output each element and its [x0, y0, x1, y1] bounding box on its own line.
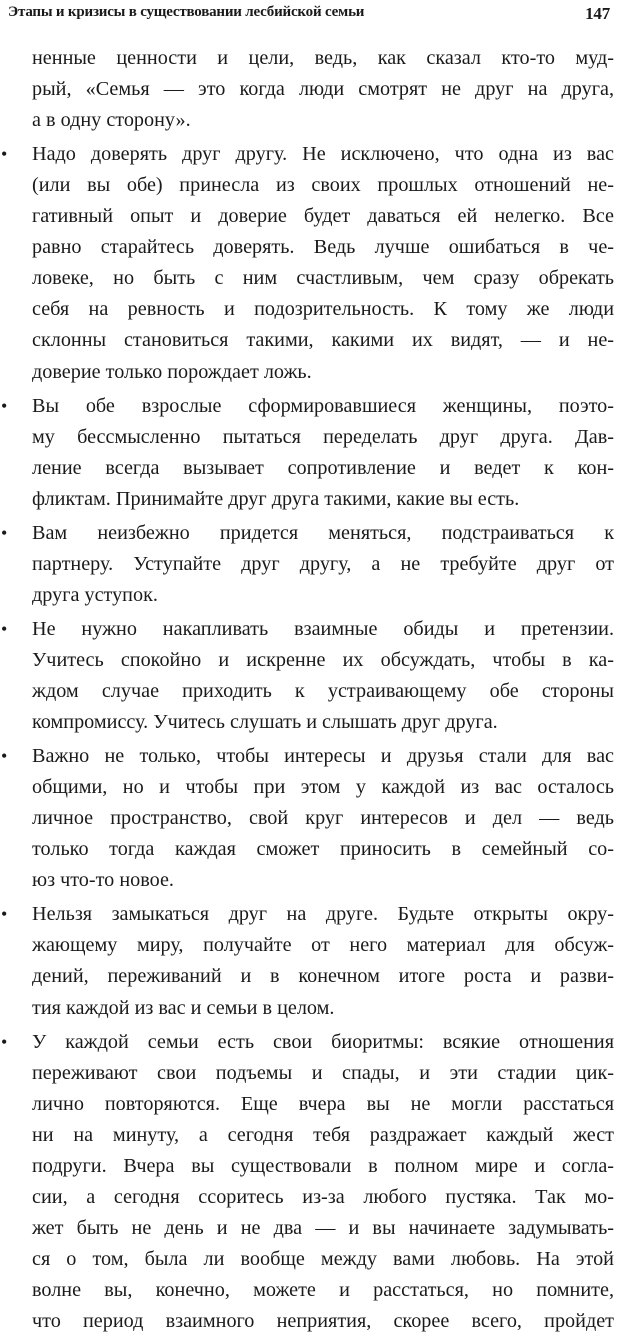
- bullet-marker: •: [1, 395, 8, 416]
- text-line: Не нужно накапливать взаимные обиды и претензии.: [32, 617, 614, 640]
- bullet-marker: •: [1, 1031, 8, 1052]
- text-line: фликтам. Принимайте друг друга такими, какие вы есть.: [32, 487, 520, 510]
- bullet-marker: •: [1, 522, 8, 543]
- text-line: (или вы обе) принесла из своих прошлых отношений не-: [32, 174, 614, 197]
- text-line: юз что-то новое.: [32, 869, 174, 892]
- text-line: равно старайтесь доверять. Ведь лучше ошибаться в че-: [32, 236, 614, 259]
- text-line: склонны становиться такими, какими их видят, — и не-: [32, 329, 614, 352]
- text-line: лично повторяются. Еще вчера вы не могли расстаться: [32, 1092, 614, 1115]
- text-line: Надо доверять друг другу. Не исключено, что одна из вас: [32, 143, 614, 166]
- text-line: только тогда каждая сможет приносить в семейный со-: [32, 838, 614, 861]
- text-line: рый, «Семья — это когда люди смотрят не друг на друга,: [32, 78, 614, 101]
- text-line: Важно не только, чтобы интересы и друзья стали для вас: [32, 745, 614, 768]
- page-number: 147: [585, 4, 610, 23]
- text-line: ждом случае приходить к устраивающему обе стороны: [32, 680, 614, 702]
- text-line: личное пространство, свой круг интересов и дел — ведь: [32, 807, 614, 830]
- text-line: подруги. Вчера вы существовали в полном мире и согла-: [32, 1154, 614, 1177]
- text-line: ни на минуту, а сегодня тебя раздражает каждый жест: [32, 1123, 614, 1146]
- text-line: сии, а сегодня ссоритесь из-за любого пустяка. Так мо-: [32, 1185, 614, 1208]
- text-line: жет быть не день и не два — и вы начинаете задумывать-: [32, 1216, 614, 1239]
- text-line: себя на ревность и подозрительность. К тому же люди: [32, 298, 614, 321]
- text-line: ление всегда вызывает сопротивление и ведет к кон-: [32, 456, 614, 479]
- text-line: что период взаимного неприятия, скорее всего, пройдет: [32, 1310, 614, 1332]
- text-line: компромиссу. Учитесь слушать и слышать друг друга.: [32, 711, 498, 734]
- running-header: [8, 4, 610, 26]
- text-line: Нельзя замыкаться друг на друге. Будьте открыты окру-: [32, 903, 614, 926]
- running-header-title: Этапы и кризисы в существовании лесбийской семьи: [8, 4, 365, 20]
- text-line: общими, но и чтобы при этом у каждой из вас осталось: [32, 776, 614, 799]
- bullet-marker: •: [1, 904, 8, 925]
- text-line: Учитесь спокойно и искренне их обсуждать, чтобы в ка-: [32, 648, 614, 671]
- bullet-marker: •: [1, 746, 8, 767]
- text-line: переживают свои подъемы и спады, и эти стадии цик-: [32, 1061, 614, 1084]
- text-line: ненные ценности и цели, ведь, как сказал кто-то муд-: [32, 47, 614, 69]
- text-line: ловеке, но быть с ним счастливым, чем сразу обрекать: [32, 267, 614, 290]
- text-line: дений, переживаний и в конечном итоге роста и разви-: [32, 965, 614, 988]
- text-line: Вам неизбежно придется меняться, подстраиваться к: [32, 521, 614, 544]
- bullet-marker: •: [1, 144, 8, 165]
- text-line: жающему миру, получайте от него материал для обсуж-: [32, 934, 614, 957]
- text-line: а в одну сторону».: [32, 109, 191, 132]
- text-line: У каждой семьи есть свои биоритмы: всякие отношения: [32, 1030, 614, 1053]
- text-line: Вы обе взрослые сформировавшиеся женщины, поэто-: [32, 394, 614, 417]
- text-line: друга уступок.: [32, 583, 158, 606]
- text-line: партнеру. Уступайте друг другу, а не требуйте друг от: [32, 552, 614, 575]
- text-line: ся о том, была ли вообще между вами любовь. На этой: [32, 1247, 614, 1270]
- text-line: гативный опыт и доверие будет даваться ей нелегко. Все: [32, 205, 614, 228]
- text-line: му бессмысленно пытаться переделать друг друга. Дав-: [32, 425, 614, 448]
- text-line: доверие только порождает ложь.: [32, 360, 312, 383]
- text-line: волне вы, конечно, можете и расстаться, но помните,: [32, 1278, 614, 1301]
- bullet-marker: •: [1, 618, 8, 639]
- text-line: тия каждой из вас и семьи в целом.: [32, 996, 335, 1019]
